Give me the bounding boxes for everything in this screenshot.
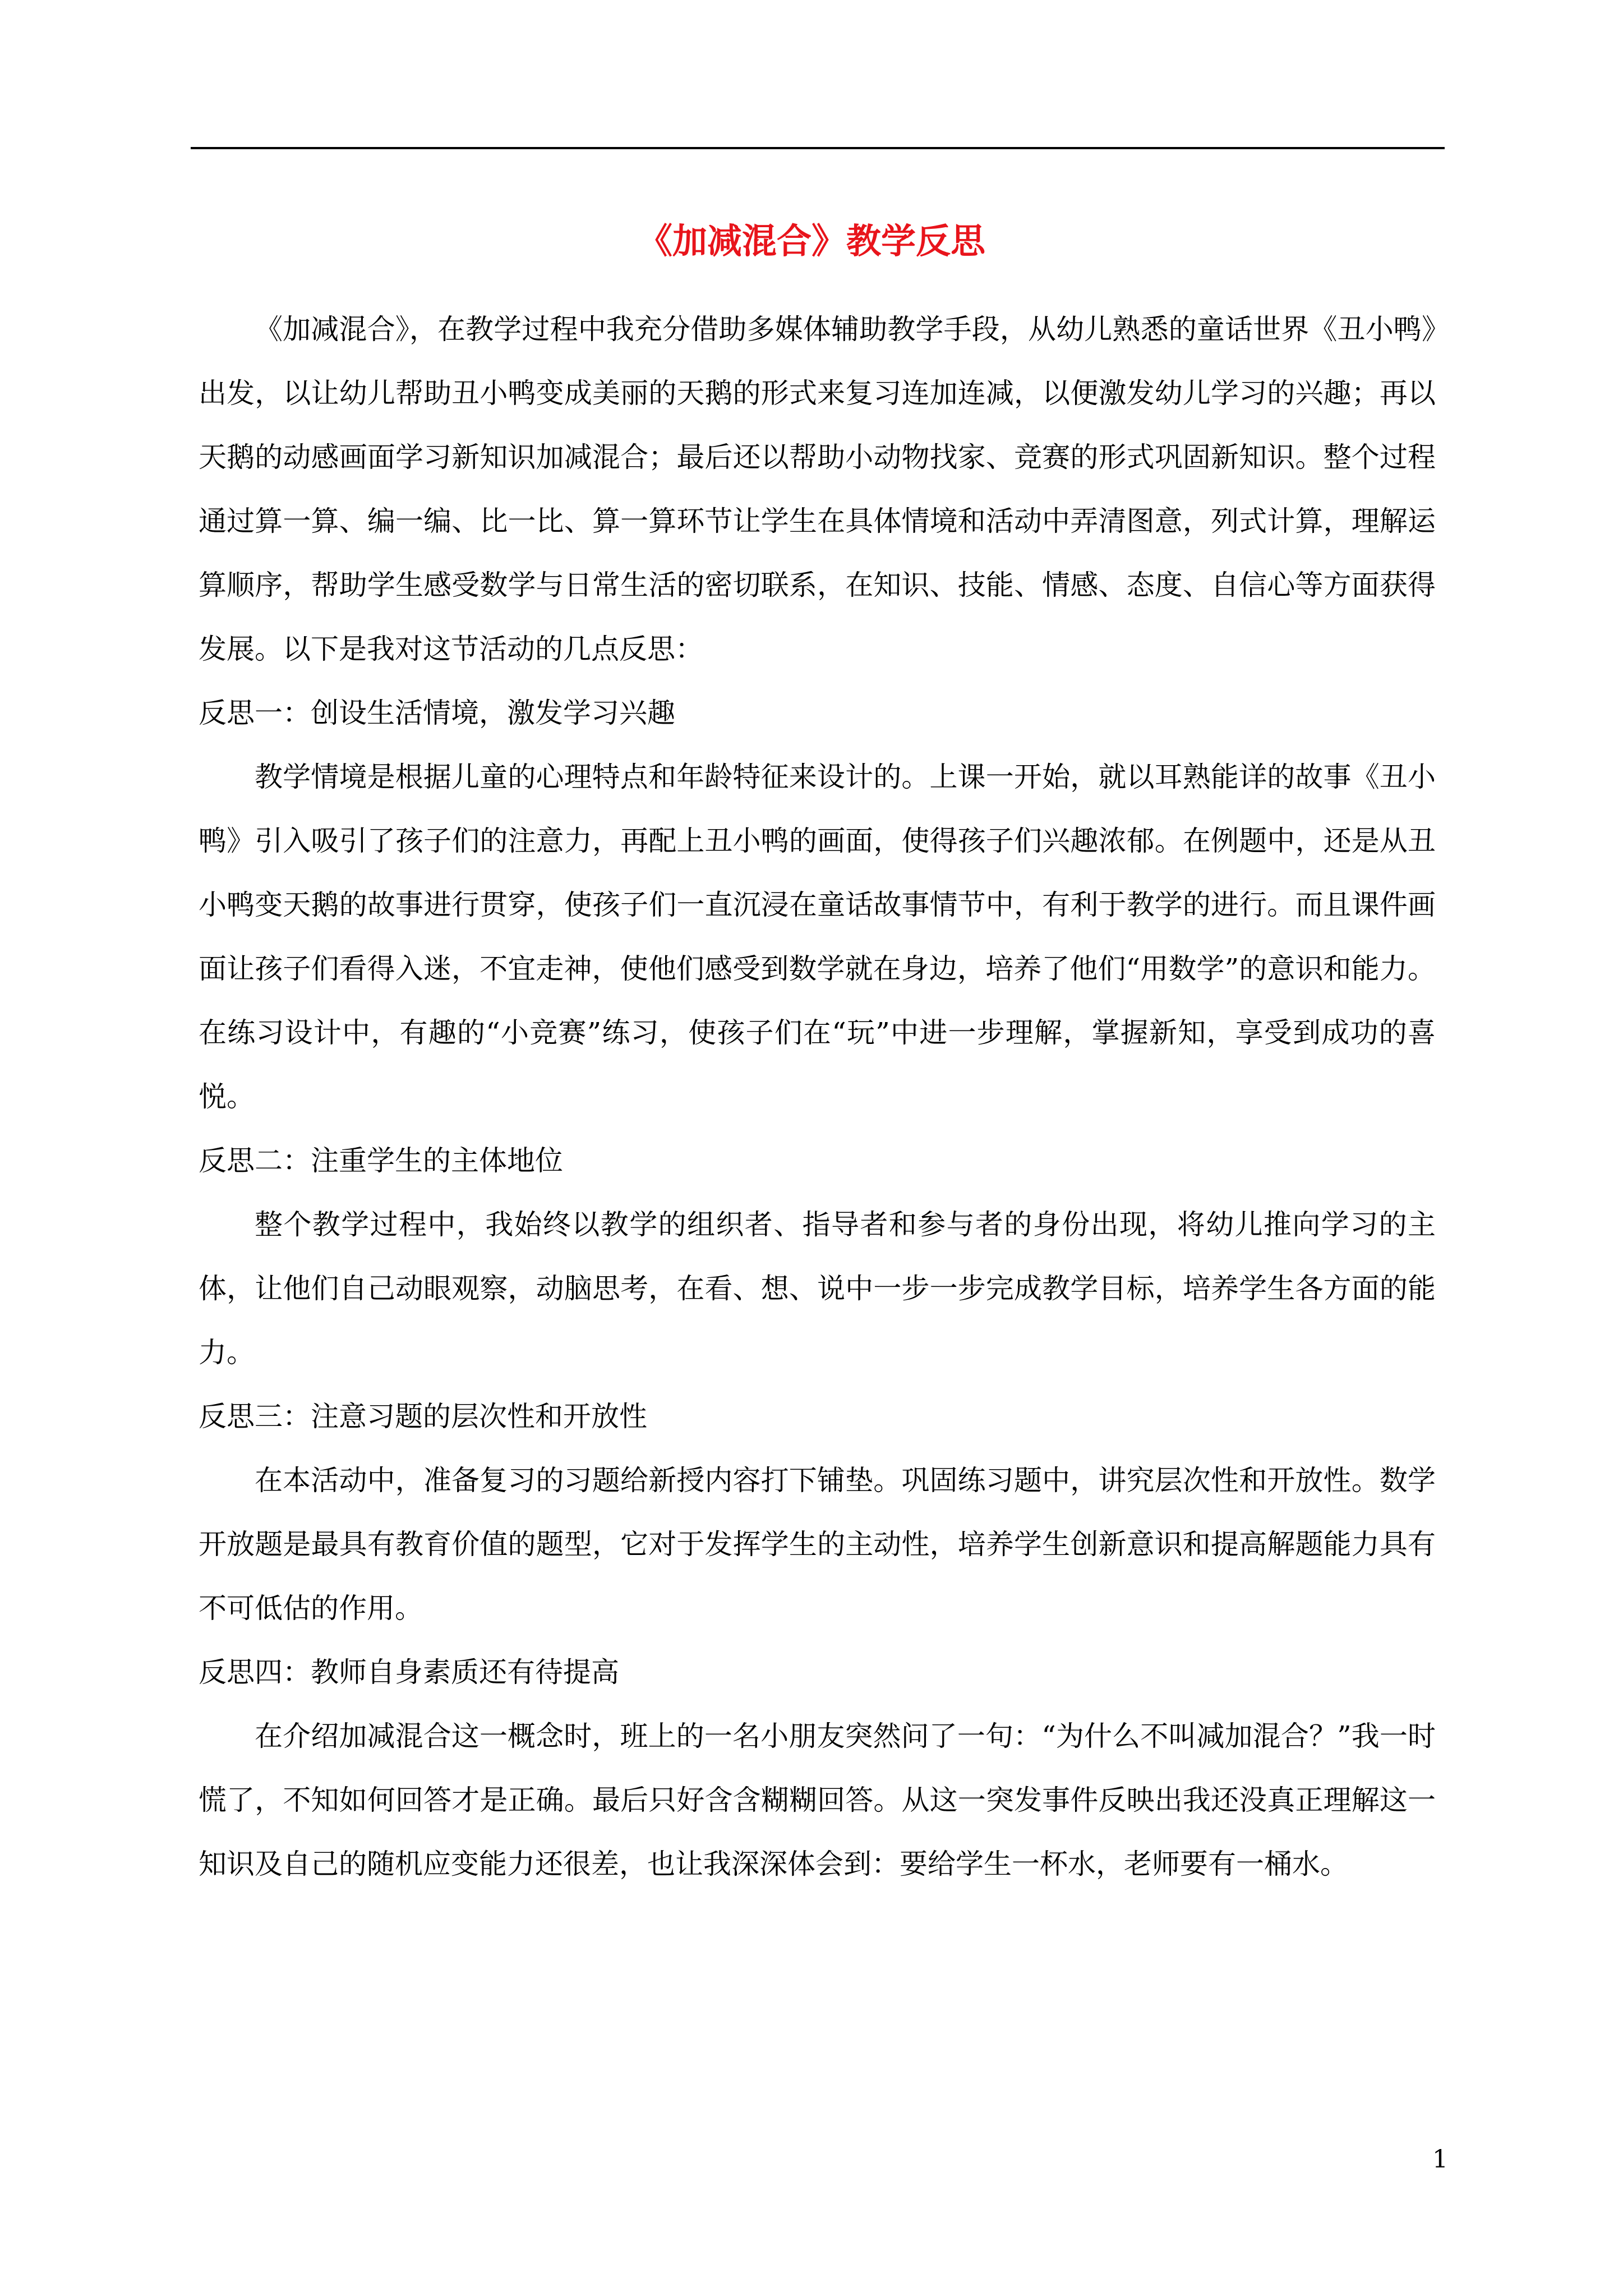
document-title: 《加减混合》教学反思 — [637, 220, 985, 261]
section-heading-2: 反思二：注重学生的主体地位 — [199, 1144, 563, 1177]
intro-paragraph: 《加减混合》，在教学过程中我充分借助多媒体辅助教学手段，从幼儿熟悉的童话世界《丑小鸭》出发，以让幼儿帮助丑小鸭变成美丽的天鹅的形式来复习连加连减，以便激发幼儿学习的兴趣；再以天鹅的动感画面学习新知识加减混合；最后还以帮助小动物找家、竞赛的形式巩固新知识。整个过程通过算一算、编一编、比一比、算一算环节让学生在具体情境和活动中弄清图意，列式计算，理解运算顺序，帮助学生感受数学与日常生活的密切联系，在知识、技能、情感、态度、自信心等方面获得发展。以下是我对这节活动的几点反思： — [199, 313, 1436, 665]
section-paragraph-3: 在本活动中，准备复习的习题给新授内容打下铺垫。巩固练习题中，讲究层次性和开放性。数学开放题是最具有教育价值的题型，它对于发挥学生的主动性，培养学生创新意识和提高解题能力具有不可低估的作用。 — [199, 1464, 1436, 1625]
page-number: 1 — [1432, 2145, 1448, 2174]
section-paragraph-1: 教学情境是根据儿童的心理特点和年龄特征来设计的。上课一开始，就以耳熟能详的故事《丑小鸭》引入吸引了孩子们的注意力，再配上丑小鸭的画面，使得孩子们兴趣浓郁。在例题中，还是从丑小鸭变天鹅的故事进行贯穿，使孩子们一直沉浸在童话故事情节中，有利于教学的进行。而且课件画面让孩子们看得入迷，不宜走神，使他们感受到数学就在身边，培养了他们“用数学”的意识和能力。在练习设计中，有趣的“小竞赛”练习，使孩子们在“玩”中进一步理解，掌握新知，享受到成功的喜悦。 — [199, 761, 1436, 1113]
section-heading-1: 反思一：创设生活情境，激发学习兴趣 — [199, 697, 675, 729]
section-paragraph-2: 整个教学过程中，我始终以教学的组织者、指导者和参与者的身份出现，将幼儿推向学习的主体，让他们自己动眼观察，动脑思考，在看、想、说中一步一步完成教学目标，培养学生各方面的能力。 — [199, 1208, 1436, 1369]
section-heading-3: 反思三：注意习题的层次性和开放性 — [199, 1400, 647, 1433]
section-heading-4: 反思四：教师自身素质还有待提高 — [199, 1656, 619, 1688]
document-body — [199, 297, 1436, 1896]
header-rule — [191, 147, 1445, 149]
section-paragraph-4: 在介绍加减混合这一概念时，班上的一名小朋友突然问了一句：“为什么不叫减加混合？”我一时慌了，不知如何回答才是正确。最后只好含含糊糊回答。从这一突发事件反映出我还没真正理解这一知识及自己的随机应变能力还很差，也让我深深体会到：要给学生一杯水，老师要有一桶水。 — [199, 1720, 1436, 1880]
